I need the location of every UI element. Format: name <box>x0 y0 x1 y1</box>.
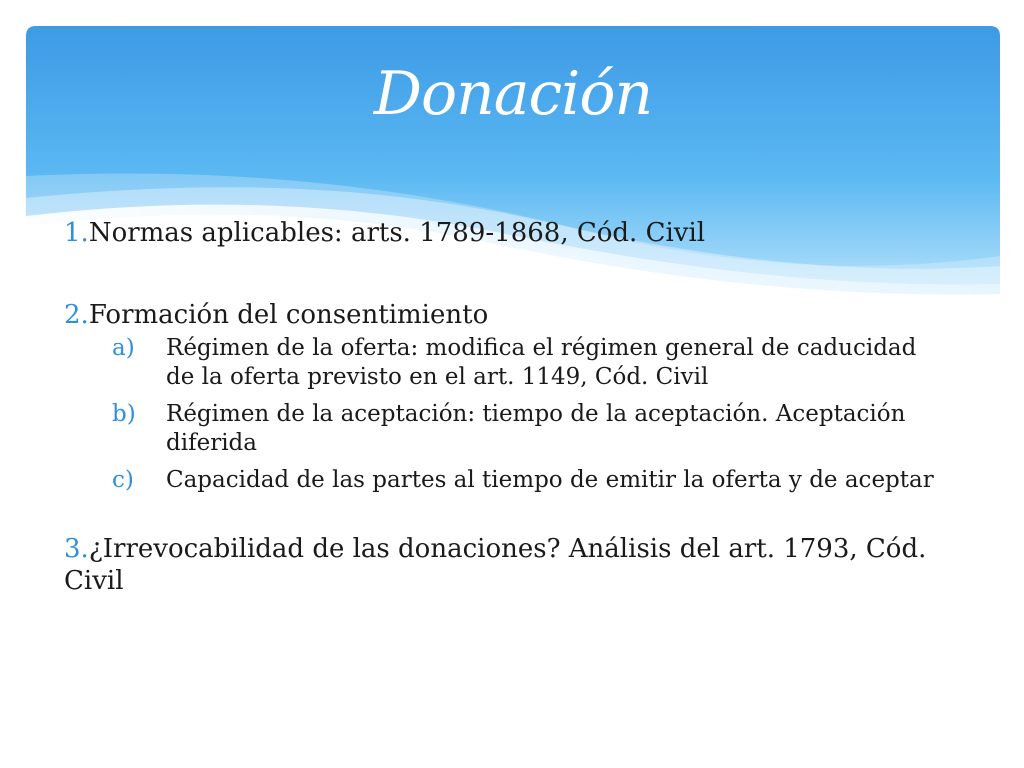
item-text: Normas aplicables: arts. 1789-1868, Cód. Civil <box>88 218 706 248</box>
sub-item-marker: b) <box>112 401 136 427</box>
item-number: 1. <box>64 218 89 248</box>
sub-item-marker: c) <box>112 467 134 493</box>
list-item <box>64 217 944 249</box>
sub-item-text: Régimen de la aceptación: tiempo de la aceptación. Aceptación diferida <box>166 401 906 456</box>
item-text: ¿Irrevocabilidad de las donaciones? Análisis del art. 1793, Cód. Civil <box>64 534 927 596</box>
list-item <box>64 533 944 597</box>
sub-item <box>64 400 944 458</box>
sub-item-text: Régimen de la oferta: modifica el régimen general de caducidad de la oferta previsto en el art. 1149, Cód. Civil <box>166 335 917 390</box>
slide-body <box>64 217 944 597</box>
sub-item <box>64 466 944 495</box>
sub-item <box>64 334 944 392</box>
slide-title: Donación <box>373 59 653 129</box>
item-text: Formación del consentimiento <box>88 300 489 330</box>
item-number: 2. <box>64 300 89 330</box>
item-number: 3. <box>64 534 89 564</box>
list-item <box>64 299 944 331</box>
sub-item-text: Capacidad de las partes al tiempo de emitir la oferta y de aceptar <box>166 467 934 493</box>
sub-item-marker: a) <box>112 335 135 361</box>
